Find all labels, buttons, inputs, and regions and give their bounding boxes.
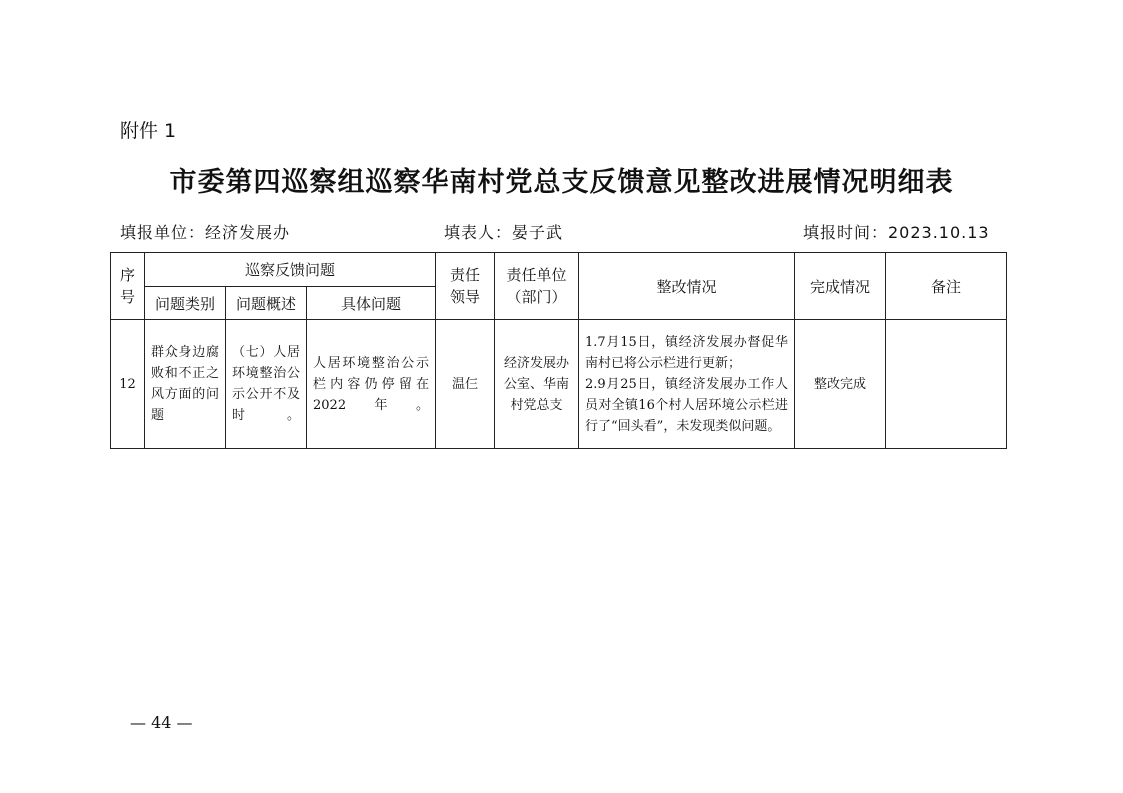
rectification-table: [110, 252, 1007, 449]
page-number: — 44 —: [130, 713, 193, 732]
cell-leader: 温仨: [436, 320, 495, 449]
header-dept: 责任单位（部门）: [495, 253, 579, 320]
reporting-unit: 填报单位：经济发展办: [120, 223, 291, 242]
cell-completion: 整改完成: [795, 320, 886, 449]
header-remarks: 备注: [886, 253, 1007, 320]
progress-item-1: 1.7月15日，镇经济发展办督促华南村已将公示栏进行更新；: [585, 334, 789, 371]
cell-seq: 12: [111, 320, 145, 449]
cell-dept: 经济发展办公室、华南村党总支: [495, 320, 579, 449]
cell-category: 群众身边腐败和不正之风方面的问题: [145, 320, 226, 449]
header-leader: 责任领导: [436, 253, 495, 320]
cell-specific: 人居环境整治公示栏内容仍停留在2022年。: [307, 320, 436, 449]
header-feedback-group: 巡察反馈问题: [145, 253, 436, 287]
header-category: 问题类别: [145, 287, 226, 320]
header-progress: 整改情况: [579, 253, 795, 320]
document-title: 市委第四巡察组巡察华南村党总支反馈意见整改进展情况明细表: [169, 167, 954, 198]
progress-item-2: 2.9月25日，镇经济发展办工作人员对全镇16个村人居环境公示栏进行了“回头看”，未发现类似问题。: [585, 376, 789, 434]
header-seq: 序号: [111, 253, 145, 320]
cell-overview: （七）人居环境整治公示公开不及时。: [226, 320, 307, 449]
reporting-person: 填表人：晏子武: [444, 223, 564, 242]
cell-progress: [579, 320, 795, 449]
header-overview: 问题概述: [226, 287, 307, 320]
reporting-date: 填报时间：2023.10.13: [803, 223, 990, 242]
header-row-1: [111, 253, 1007, 287]
header-completion: 完成情况: [795, 253, 886, 320]
cell-remarks: [886, 320, 1007, 449]
table-row: [111, 320, 1007, 449]
attachment-label: 附件 1: [120, 120, 177, 142]
header-specific: 具体问题: [307, 287, 436, 320]
